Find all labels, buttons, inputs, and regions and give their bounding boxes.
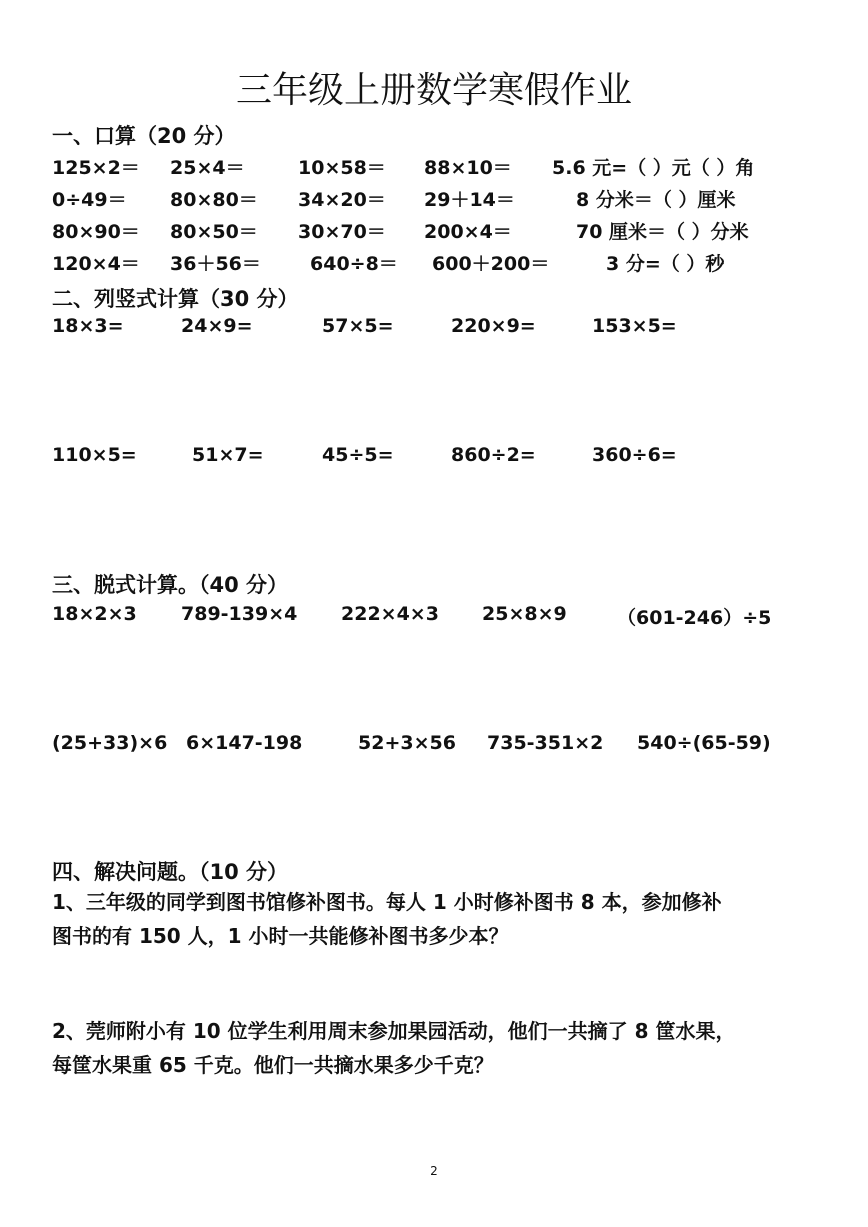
step-calc-item: 6×147-198 — [186, 732, 303, 754]
vertical-calc-item: 220×9= — [451, 315, 536, 337]
oral-item: 36＋56＝ — [170, 253, 261, 275]
vertical-calc-item: 24×9= — [181, 315, 253, 337]
step-calc-item: 18×2×3 — [52, 603, 137, 625]
step-calc-item: (25+33)×6 — [52, 732, 168, 754]
page-title: 三年级上册数学寒假作业 — [235, 70, 632, 111]
vertical-calc-item: 360÷6= — [592, 444, 677, 466]
vertical-calc-item: 110×5= — [52, 444, 137, 466]
section1-heading: 一、口算（20 分） — [52, 124, 236, 148]
section4-heading: 四、解决问题。（10 分） — [52, 860, 289, 884]
oral-item: 80×50＝ — [170, 221, 258, 243]
unit-conversion-item: 5.6 元=（ ）元（ ）角 — [552, 157, 755, 179]
step-calc-item: 540÷(65-59) — [637, 732, 771, 754]
unit-conversion-item: 70 厘米＝（ ）分米 — [576, 221, 749, 243]
oral-item: 640÷8＝ — [310, 253, 398, 275]
oral-item: 125×2＝ — [52, 157, 140, 179]
step-calc-item: 222×4×3 — [341, 603, 439, 625]
problem1-line2: 图书的有 150 人，1 小时一共能修补图书多少本？ — [52, 924, 509, 948]
vertical-calc-item: 18×3= — [52, 315, 124, 337]
step-calc-item: （601-246）÷5 — [617, 607, 772, 629]
page-number: 2 — [430, 1164, 438, 1178]
oral-item: 600＋200＝ — [432, 253, 550, 275]
oral-item: 10×58＝ — [298, 157, 386, 179]
oral-item: 120×4＝ — [52, 253, 140, 275]
step-calc-item: 789-139×4 — [181, 603, 298, 625]
step-calc-item: 25×8×9 — [482, 603, 567, 625]
unit-conversion-item: 8 分米＝（ ）厘米 — [576, 189, 736, 211]
problem2-line1: 2、莞师附小有 10 位学生利用周末参加果园活动，他们一共摘了 8 筐水果， — [52, 1019, 736, 1043]
section2-heading: 二、列竖式计算（30 分） — [52, 287, 299, 311]
vertical-calc-item: 57×5= — [322, 315, 394, 337]
oral-item: 88×10＝ — [424, 157, 512, 179]
oral-item: 25×4＝ — [170, 157, 245, 179]
oral-item: 80×80＝ — [170, 189, 258, 211]
oral-item: 80×90＝ — [52, 221, 140, 243]
section3-heading: 三、脱式计算。（40 分） — [52, 573, 289, 597]
oral-item: 200×4＝ — [424, 221, 512, 243]
problem2-line2: 每筐水果重 65 千克。他们一共摘水果多少千克？ — [52, 1053, 494, 1077]
problem1-line1: 1、三年级的同学到图书馆修补图书。每人 1 小时修补图书 8 本，参加修补 — [52, 890, 722, 914]
step-calc-item: 735-351×2 — [487, 732, 604, 754]
oral-item: 29＋14＝ — [424, 189, 515, 211]
vertical-calc-item: 860÷2= — [451, 444, 536, 466]
oral-item: 34×20＝ — [298, 189, 386, 211]
vertical-calc-item: 153×5= — [592, 315, 677, 337]
oral-item: 0÷49＝ — [52, 189, 127, 211]
vertical-calc-item: 45÷5= — [322, 444, 394, 466]
unit-conversion-item: 3 分=（ ）秒 — [606, 253, 725, 275]
oral-item: 30×70＝ — [298, 221, 386, 243]
vertical-calc-item: 51×7= — [192, 444, 264, 466]
step-calc-item: 52+3×56 — [358, 732, 456, 754]
